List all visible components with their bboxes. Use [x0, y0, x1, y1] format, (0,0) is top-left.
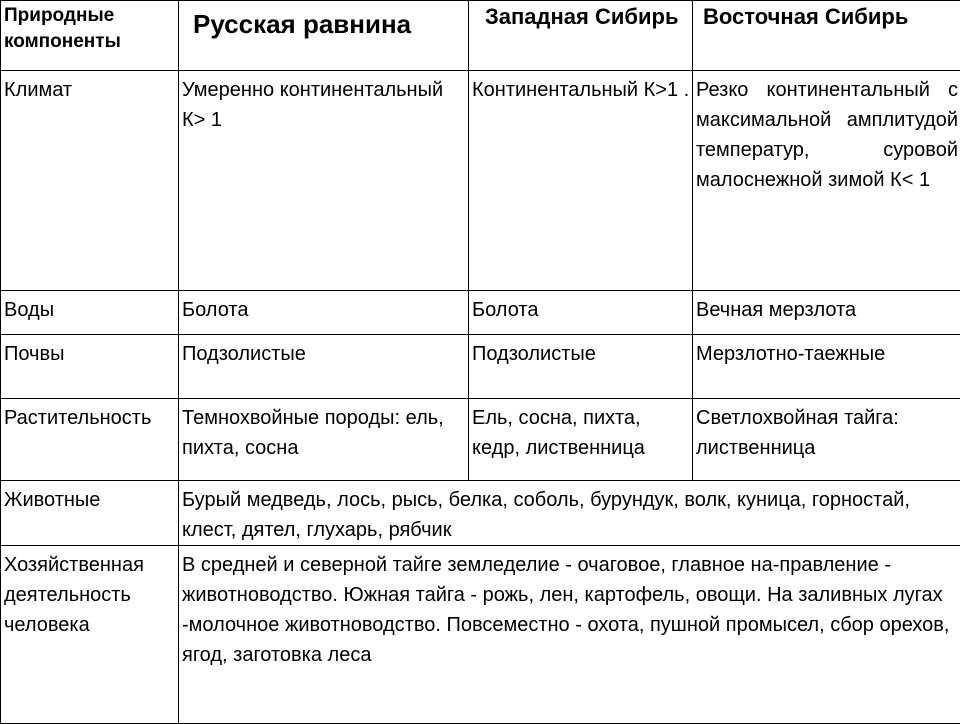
- table-row-waters: [1, 291, 960, 335]
- table-header-row: [1, 1, 960, 71]
- table-row-animals: [1, 481, 960, 546]
- header-west-siberia: Западная Сибирь: [469, 1, 693, 71]
- cell-climate-west-siberia: Континентальный К>1 .: [469, 71, 693, 291]
- cell-soils-russian-plain: Подзолистые: [179, 335, 469, 399]
- cell-vegetation-russian-plain: Темнохвойные породы: ель, пихта, сосна: [179, 399, 469, 481]
- cell-vegetation-east-siberia: Светлохвойная тайга: лиственница: [693, 399, 960, 481]
- cell-animals: Бурый медведь, лось, рысь, белка, соболь, бурундук, волк, куница, горностай, клест, дятел, глухарь, рябчик: [179, 481, 960, 546]
- cell-climate-russian-plain: Умеренно континентальный К> 1: [179, 71, 469, 291]
- header-russian-plain: Русская равнина: [179, 1, 469, 71]
- row-label-vegetation: Растительность: [1, 399, 179, 481]
- row-label-soils: Почвы: [1, 335, 179, 399]
- cell-soils-east-siberia: Мерзлотно-таежные: [693, 335, 960, 399]
- table-row-economy: [1, 546, 960, 724]
- cell-vegetation-west-siberia: Ель, сосна, пихта, кедр, лиственница: [469, 399, 693, 481]
- table-row-vegetation: [1, 399, 960, 481]
- row-label-waters: Воды: [1, 291, 179, 335]
- cell-waters-west-siberia: Болота: [469, 291, 693, 335]
- header-east-siberia: Восточная Сибирь: [693, 1, 960, 71]
- header-natural-components: Природные компоненты: [1, 1, 179, 71]
- table-row-climate: [1, 71, 960, 291]
- cell-waters-russian-plain: Болота: [179, 291, 469, 335]
- cell-soils-west-siberia: Подзолистые: [469, 335, 693, 399]
- row-label-climate: Климат: [1, 71, 179, 291]
- table-row-soils: [1, 335, 960, 399]
- row-label-economy: Хозяйственная деятельность человека: [1, 546, 179, 724]
- cell-economy: В средней и северной тайге земледелие - очаговое, главное на-правление - животноводство. Южная тайга - рожь, лен, картофель, овощи. На заливных лугах -молочное животноводство. Повсеместно - охота, пушной промысел, сбор орехов, ягод, заготовка леса: [179, 546, 960, 724]
- cell-waters-east-siberia: Вечная мерзлота: [693, 291, 960, 335]
- cell-climate-east-siberia: Резко континентальный с максимальной амплитудой температур, суровой малоснежной зимой К< 1: [693, 71, 960, 291]
- row-label-animals: Животные: [1, 481, 179, 546]
